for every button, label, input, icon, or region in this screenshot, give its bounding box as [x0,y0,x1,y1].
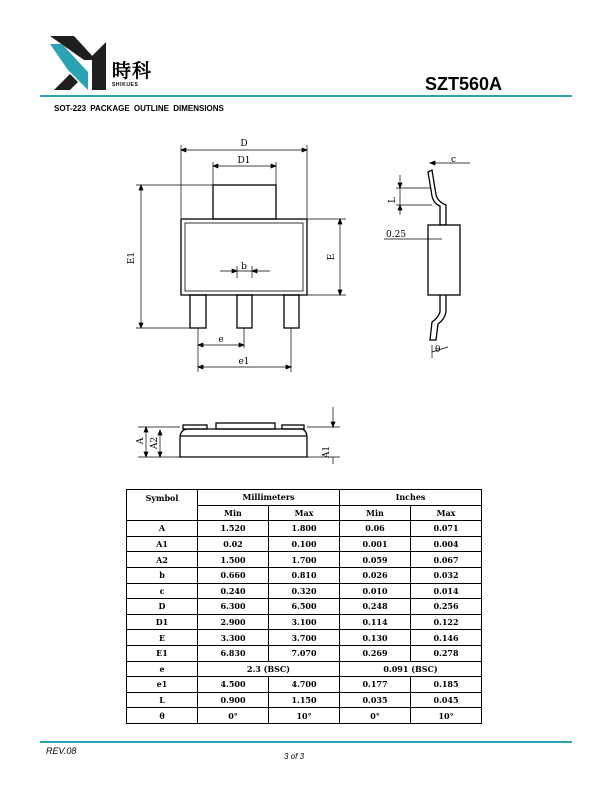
cell-in-min: 0.059 [340,552,411,568]
cell-in-max: 0.071 [411,521,482,537]
cell-mm-max: 1.800 [269,521,340,537]
cell-in-min: 0.248 [340,599,411,615]
cell-mm-bsc: 2.3 (BSC) [198,661,340,677]
cell-in-max: 10° [411,708,482,724]
cell-mm-min: 6.830 [198,645,269,661]
cell-mm-max: 10° [269,708,340,724]
table-row [127,521,482,537]
cell-in-max: 0.185 [411,677,482,693]
cell-symbol: c [127,583,198,599]
cell-in-min: 0.06 [340,521,411,537]
cell-in-max: 0.045 [411,692,482,708]
cell-mm-min: 4.500 [198,677,269,693]
dim-label-A1: A1 [322,445,332,459]
cell-in-bsc: 0.091 (BSC) [340,661,482,677]
header-in-min: Min [340,505,411,521]
header-in-max: Max [411,505,482,521]
cell-in-max: 0.067 [411,552,482,568]
dim-label-D1: D1 [237,156,251,166]
table-row [127,599,482,615]
cell-mm-max: 7.070 [269,645,340,661]
cell-mm-min: 1.500 [198,552,269,568]
cell-mm-max: 6.500 [269,599,340,615]
cell-in-max: 0.014 [411,583,482,599]
cell-in-max: 0.146 [411,630,482,646]
header-divider [40,95,572,97]
cell-in-max: 0.278 [411,645,482,661]
dim-label-b: b [241,262,247,272]
cell-symbol: e1 [127,677,198,693]
table-row [127,645,482,661]
dim-label-theta: θ [435,345,441,355]
header-inches: Inches [340,490,482,506]
cell-symbol: θ [127,708,198,724]
cell-in-max: 0.032 [411,567,482,583]
cell-symbol: E [127,630,198,646]
cell-mm-min: 0.900 [198,692,269,708]
cell-symbol: b [127,567,198,583]
cell-mm-min: 0.660 [198,567,269,583]
part-number-title: SZT560A [424,74,502,94]
table-header-row [127,490,482,506]
cell-in-min: 0° [340,708,411,724]
table-row [127,567,482,583]
cell-in-min: 0.177 [340,677,411,693]
cell-in-max: 0.122 [411,614,482,630]
cell-symbol: E1 [127,645,198,661]
dim-label-E1: E1 [127,251,137,265]
cell-in-min: 0.026 [340,567,411,583]
cell-in-min: 0.010 [340,583,411,599]
table-row [127,614,482,630]
table-row [127,552,482,568]
cell-mm-max: 0.320 [269,583,340,599]
header-symbol: Symbol [127,490,198,521]
cell-symbol: L [127,692,198,708]
cell-in-max: 0.256 [411,599,482,615]
cell-symbol: D [127,599,198,615]
cell-mm-min: 2.900 [198,614,269,630]
side-view-drawing [378,150,478,360]
logo-chinese-text: 時科 [112,60,153,82]
cell-mm-min: 0.02 [198,536,269,552]
table-row [127,536,482,552]
cell-mm-max: 1.700 [269,552,340,568]
dimensions-table [126,489,482,724]
table-row [127,630,482,646]
cell-mm-min: 1.520 [198,521,269,537]
cell-in-min: 0.269 [340,645,411,661]
cell-symbol: D1 [127,614,198,630]
cell-mm-max: 0.100 [269,536,340,552]
front-view-drawing [130,400,350,470]
dim-label-offset: 0.25 [386,230,407,240]
table-row [127,583,482,599]
dim-label-E: E [327,253,337,261]
header-millimeters: Millimeters [198,490,340,506]
cell-symbol: A2 [127,552,198,568]
cell-mm-min: 0° [198,708,269,724]
cell-in-min: 0.001 [340,536,411,552]
cell-in-min: 0.035 [340,692,411,708]
table-row [127,661,482,677]
cell-symbol: A1 [127,536,198,552]
cell-in-min: 0.114 [340,614,411,630]
footer-divider [40,741,572,743]
dim-label-c: c [451,155,457,165]
dim-label-e1: e1 [238,357,250,367]
cell-mm-max: 4.700 [269,677,340,693]
dim-label-A: A [136,437,146,445]
dim-label-e: e [218,335,224,345]
header-mm-max: Max [269,505,340,521]
cell-symbol: A [127,521,198,537]
logo-english-text: SHIKUES [112,82,139,88]
table-row [127,708,482,724]
cell-mm-max: 0.810 [269,567,340,583]
cell-mm-min: 6.300 [198,599,269,615]
top-view-drawing [120,135,360,375]
cell-mm-max: 3.700 [269,630,340,646]
dim-label-A2: A2 [150,436,160,450]
header-mm-min: Min [198,505,269,521]
section-title: SOT-223 PACKAGE OUTLINE DIMENSIONS [54,104,224,113]
cell-mm-max: 3.100 [269,614,340,630]
dim-label-L: L [388,197,398,203]
revision-label: REV.08 [46,746,77,756]
page-number: 3 of 3 [284,752,305,761]
table-row [127,692,482,708]
cell-in-min: 0.130 [340,630,411,646]
cell-mm-min: 3.300 [198,630,269,646]
table-row [127,677,482,693]
cell-mm-min: 0.240 [198,583,269,599]
cell-mm-max: 1.150 [269,692,340,708]
company-logo-icon [48,34,108,92]
cell-symbol: e [127,661,198,677]
dim-label-D: D [240,139,248,149]
cell-in-max: 0.004 [411,536,482,552]
